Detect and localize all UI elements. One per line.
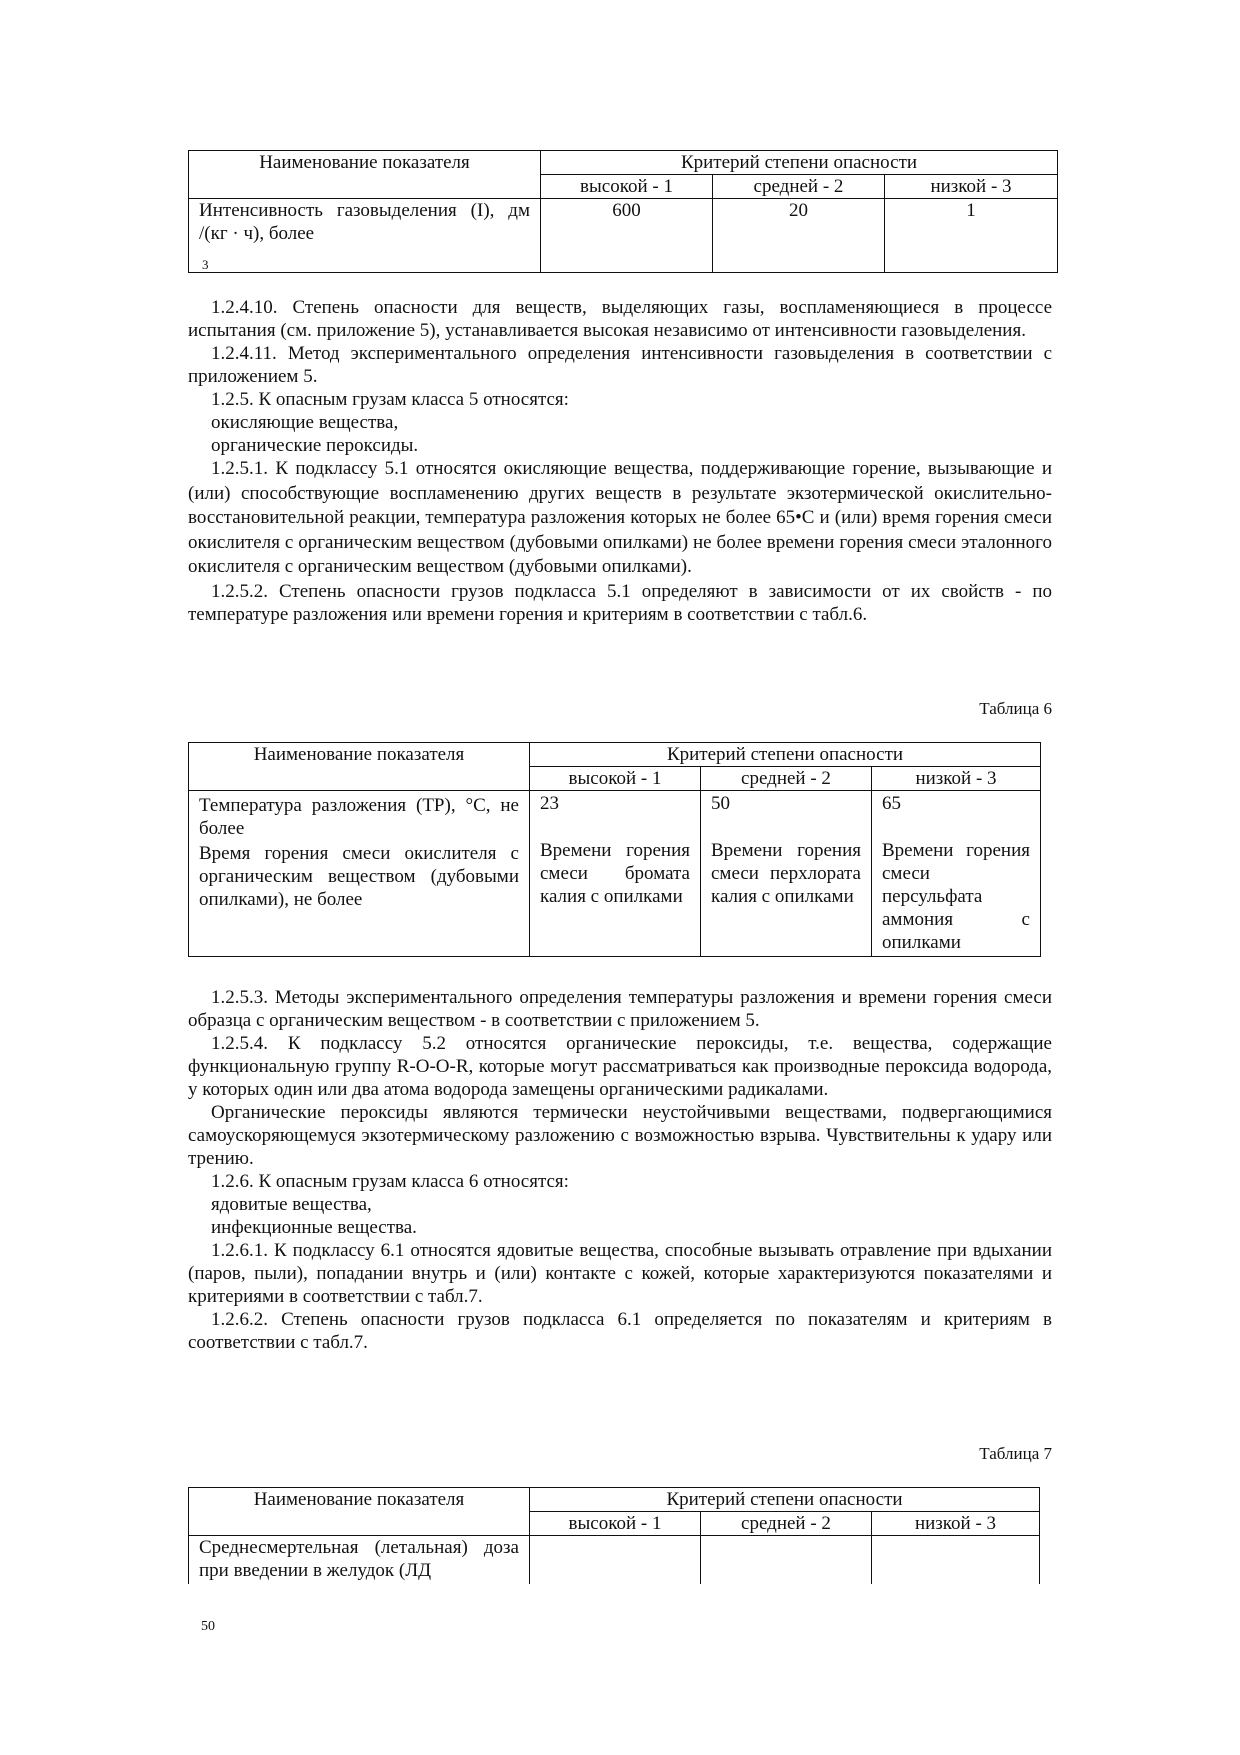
table-6 bbox=[188, 742, 1041, 957]
table-row-label: Среднесмертельная (летальная) доза при введении в желудок (ЛД bbox=[189, 1536, 530, 1584]
table-cell-value: Времени горения смеси бромата калия с опилками bbox=[540, 840, 690, 907]
paragraph: Органические пероксиды являются термически неустойчивыми веществами, подвергающимися самоускоряющемуся экзотермическому разложению с возможностью взрыва. Чувствительны к удару или трению. bbox=[188, 1102, 1052, 1169]
paragraph: 1.2.5.3. Методы экспериментального определения температуры разложения и времени горения смеси образца с органическим веществом - в соответствии с приложением 5. bbox=[188, 987, 1052, 1031]
page-number: 50 bbox=[201, 1619, 215, 1634]
table-cell-value: 600 bbox=[541, 199, 713, 273]
paragraph: 1.2.6.1. К подклассу 6.1 относятся ядовитые вещества, способные вызывать отравление при вдыхании (паров, пыли), попадании внутрь и (или) контакте с кожей, которые характеризуются показателями и критериями в соответствии с табл.7. bbox=[188, 1240, 1052, 1307]
table-header-criterion: Критерий степени опасности bbox=[530, 743, 1041, 767]
table-7 bbox=[188, 1487, 1040, 1584]
table-cell-value: 1 bbox=[885, 199, 1058, 273]
table-header-level-medium: средней - 2 bbox=[701, 1512, 872, 1536]
table-cell-value: 65 bbox=[882, 793, 901, 814]
table-header-level-low: низкой - 3 bbox=[885, 175, 1058, 199]
table-header-level-low: низкой - 3 bbox=[872, 1512, 1040, 1536]
table-cell-value: Времени горения смеси персульфата аммония с опилками bbox=[882, 840, 1030, 953]
table-cell bbox=[701, 1536, 872, 1584]
paragraph: 1.2.6. К опасным грузам класса 6 относятся: bbox=[211, 1171, 569, 1192]
table-cell bbox=[530, 1536, 701, 1584]
table-cell-value: 50 bbox=[711, 793, 730, 814]
table-7-caption: Таблица 7 bbox=[979, 1444, 1052, 1463]
list-item: инфекционные вещества. bbox=[211, 1217, 417, 1238]
row-label-burn-time: Время горения смеси окислителя с органическим веществом (дубовыми опилками), не более bbox=[199, 843, 519, 910]
table-header-level-medium: средней - 2 bbox=[701, 767, 872, 791]
table-header-criterion: Критерий степени опасности bbox=[530, 1488, 1040, 1512]
table-cell-value: 23 bbox=[540, 793, 559, 814]
table-header-level-medium: средней - 2 bbox=[713, 175, 885, 199]
table-header-level-high: высокой - 1 bbox=[530, 767, 701, 791]
paragraph: 1.2.5.1. К подклассу 5.1 относятся окисляющие вещества, поддерживающие горение, вызывающие и (или) способствующие воспламенению других веществ в результате экзотермической окислительно-восстановительной реакции, температура разложения которых не более 65•С и (или) время горения смеси окислителя с органическим веществом (дубовыми опилками) не более времени горения смеси эталонного окислителя с органическим веществом (дубовыми опилками). bbox=[188, 458, 1052, 577]
table-header-criterion: Критерий степени опасности bbox=[541, 151, 1058, 175]
table-cell bbox=[530, 791, 701, 957]
table-row-label bbox=[189, 199, 541, 273]
list-item: ядовитые вещества, bbox=[211, 1194, 372, 1215]
table-cell bbox=[701, 791, 872, 957]
table-gas-emission bbox=[188, 150, 1058, 273]
table-header-level-low: низкой - 3 bbox=[872, 767, 1041, 791]
row-label-superscript: 3 bbox=[202, 257, 209, 272]
table-header-level-high: высокой - 1 bbox=[541, 175, 713, 199]
row-label-text: Интенсивность газовыделения (I), дм /(кг · ч), более bbox=[199, 200, 530, 244]
list-item: органические пероксиды. bbox=[211, 435, 419, 456]
table-cell bbox=[872, 1536, 1040, 1584]
table-cell-value: Времени горения смеси перхлората калия с опилками bbox=[711, 840, 861, 907]
table-header-name: Наименование показателя bbox=[189, 743, 530, 791]
table-header-name: Наименование показателя bbox=[189, 151, 541, 199]
paragraph: 1.2.5.4. К подклассу 5.2 относятся органические пероксиды, т.е. вещества, содержащие функциональную группу R-O-O-R, которые могут рассматриваться как производные пероксида водорода, у которых один или два атома водорода замещены органическими радикалами. bbox=[188, 1033, 1052, 1100]
table-header-name: Наименование показателя bbox=[189, 1488, 530, 1536]
paragraph: 1.2.5. К опасным грузам класса 5 относятся: bbox=[211, 389, 569, 410]
paragraph: 1.2.4.10. Степень опасности для веществ, выделяющих газы, воспламеняющиеся в процессе испытания (см. приложение 5), устанавливается высокая независимо от интенсивности газовыделения. bbox=[188, 297, 1052, 341]
paragraph: 1.2.6.2. Степень опасности грузов подкласса 6.1 определяется по показателям и критериям в соответствии с табл.7. bbox=[188, 1309, 1052, 1353]
paragraph: 1.2.4.11. Метод экспериментального определения интенсивности газовыделения в соответствии с приложением 5. bbox=[188, 343, 1052, 387]
table-row-label bbox=[189, 791, 530, 957]
table-cell bbox=[872, 791, 1041, 957]
text-block-b bbox=[188, 986, 1052, 1354]
table-6-caption: Таблица 6 bbox=[979, 699, 1052, 718]
row-label-temperature: Температура разложения (ТР), °С, не более bbox=[199, 795, 519, 839]
table-header-level-high: высокой - 1 bbox=[530, 1512, 701, 1536]
list-item: окисляющие вещества, bbox=[211, 412, 399, 433]
table-cell-value: 20 bbox=[713, 199, 885, 273]
text-block-a bbox=[188, 296, 1052, 626]
paragraph: 1.2.5.2. Степень опасности грузов подкласса 5.1 определяют в зависимости от их свойств - по температуре разложения или времени горения и критериям в соответствии с табл.6. bbox=[188, 580, 1052, 625]
